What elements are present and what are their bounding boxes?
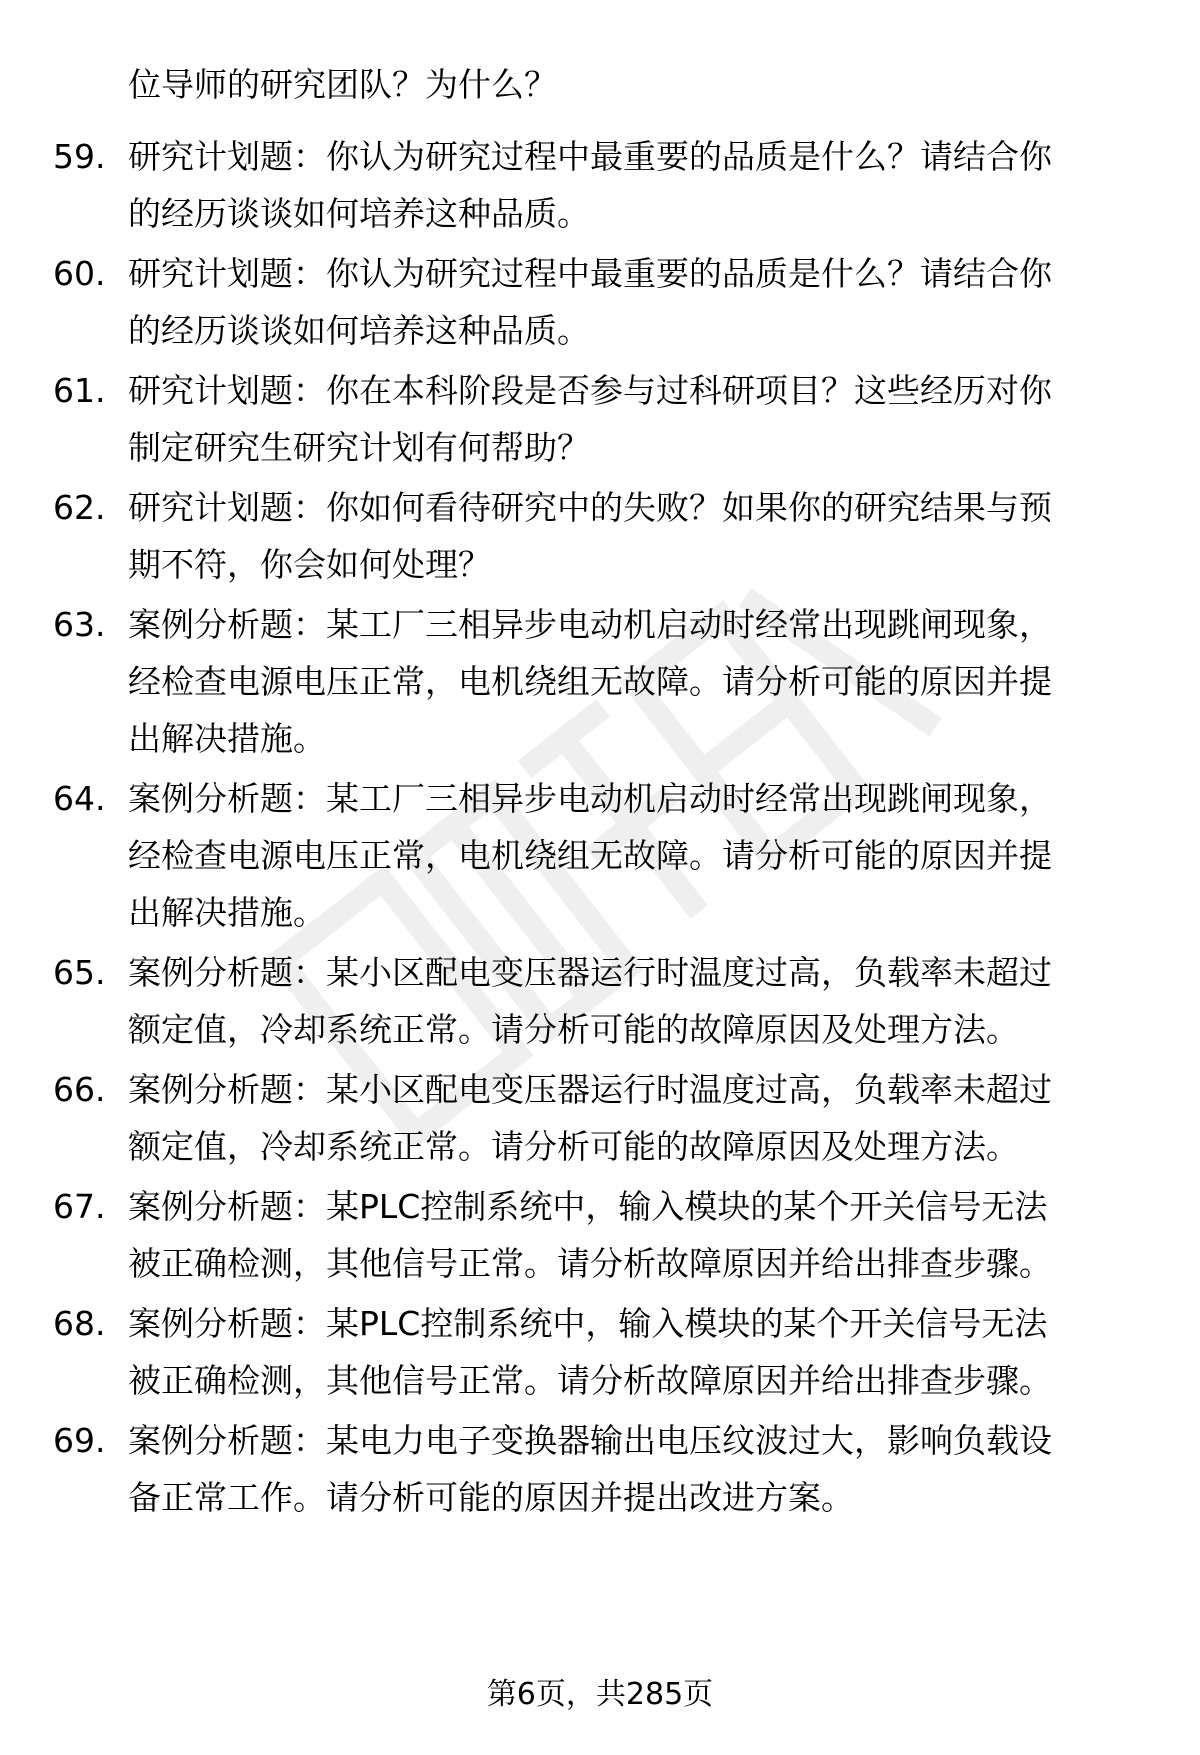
item-text-line: 案例分析题：某PLC控制系统中，输入模块的某个开关信号无法: [128, 1187, 1048, 1226]
item-number: 60.: [53, 254, 106, 293]
item-text-line: 出解决措施。: [128, 719, 326, 758]
item-text-line: 备正常工作。请分析可能的原因并提出改进方案。: [128, 1478, 854, 1517]
item-number: 62.: [53, 488, 106, 527]
item-text-line: 案例分析题：某PLC控制系统中，输入模块的某个开关信号无法: [128, 1304, 1048, 1343]
item-number: 67.: [53, 1187, 106, 1226]
item-number: 65.: [53, 953, 106, 992]
item-number: 66.: [53, 1070, 106, 1109]
item-text-line: 经检查电源电压正常，电机绕组无故障。请分析可能的原因并提: [128, 662, 1052, 701]
item-number: 68.: [53, 1304, 106, 1343]
item-text-line: 的经历谈谈如何培养这种品质。: [128, 311, 590, 350]
item-number: 63.: [53, 605, 106, 644]
item-text-line: 研究计划题：你认为研究过程中最重要的品质是什么？请结合你: [128, 254, 1052, 293]
item-text-line: 研究计划题：你如何看待研究中的失败？如果你的研究结果与预: [128, 488, 1052, 527]
item-text-line: 额定值，冷却系统正常。请分析可能的故障原因及处理方法。: [128, 1127, 1019, 1166]
item-text-line: 研究计划题：你在本科阶段是否参与过科研项目？这些经历对你: [128, 371, 1052, 410]
item-text-line: 经检查电源电压正常，电机绕组无故障。请分析可能的原因并提: [128, 836, 1052, 875]
item-text-line: 出解决措施。: [128, 893, 326, 932]
item-text-line: 的经历谈谈如何培养这种品质。: [128, 194, 590, 233]
item-text-line: 案例分析题：某工厂三相异步电动机启动时经常出现跳闸现象，: [128, 605, 1052, 644]
item-text-line: 被正确检测，其他信号正常。请分析故障原因并给出排查步骤。: [128, 1361, 1052, 1400]
item-number: 69.: [53, 1421, 106, 1460]
item-text-line: 研究计划题：你认为研究过程中最重要的品质是什么？请结合你: [128, 137, 1052, 176]
item-number: 61.: [53, 371, 106, 410]
page-footer: 第6页，共285页: [486, 1677, 714, 1712]
item-text-line: 制定研究生研究计划有何帮助？: [128, 428, 590, 467]
item-text-line: 被正确检测，其他信号正常。请分析故障原因并给出排查步骤。: [128, 1244, 1052, 1283]
continuation-line: 位导师的研究团队？为什么？: [128, 65, 557, 104]
item-text-line: 案例分析题：某工厂三相异步电动机启动时经常出现跳闸现象，: [128, 779, 1052, 818]
item-text-line: 期不符，你会如何处理？: [128, 545, 491, 584]
item-text-line: 案例分析题：某电力电子变换器输出电压纹波过大，影响负载设: [128, 1421, 1052, 1460]
item-number: 59.: [53, 137, 106, 176]
item-number: 64.: [53, 779, 106, 818]
item-text-line: 案例分析题：某小区配电变压器运行时温度过高，负载率未超过: [128, 1070, 1052, 1109]
item-text-line: 额定值，冷却系统正常。请分析可能的故障原因及处理方法。: [128, 1010, 1019, 1049]
item-text-line: 案例分析题：某小区配电变压器运行时温度过高，负载率未超过: [128, 953, 1052, 992]
